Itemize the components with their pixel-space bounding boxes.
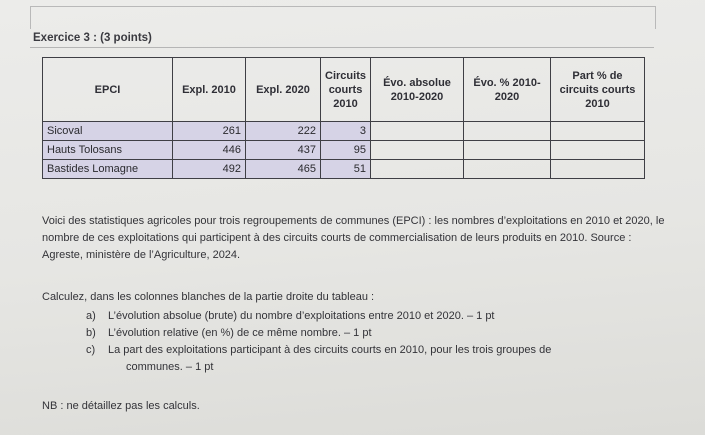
exercise-title: Exercice 3 : (3 points): [33, 32, 152, 44]
note-text: NB : ne détaillez pas les calculs.: [42, 400, 200, 412]
cell-epci: Hauts Tolosans: [43, 141, 173, 160]
answer-cell-evo-absolue[interactable]: [371, 141, 464, 160]
title-divider: [30, 47, 654, 48]
item-text: La part des exploitations participant à des circuits courts en 2010, pour les trois groupes de: [108, 344, 552, 356]
table-header-row: [43, 58, 645, 122]
intro-paragraph: Voici des statistiques agricoles pour trois regroupements de communes (EPCI) : les nombres d’exploitations en 2010 et 2020, le nombre de ces exploitations qui participent à des circuits courts de commercialisation de leurs produits en 2010. Source : Agreste, ministère de l’Agriculture, 2024.: [42, 215, 665, 261]
header-epci: EPCI: [43, 58, 173, 122]
header-expl-2020: Expl. 2020: [246, 58, 321, 122]
cell-circuits: 95: [321, 141, 371, 160]
table-row: [43, 122, 645, 141]
question-list: [86, 308, 666, 376]
table-row: [43, 141, 645, 160]
answer-cell-part-circuits[interactable]: [551, 141, 645, 160]
item-continuation: communes. – 1 pt: [126, 361, 214, 373]
cell-epci: Sicoval: [43, 122, 173, 141]
cell-epci: Bastides Lomagne: [43, 160, 173, 179]
previous-exercise-box: [30, 6, 656, 29]
cell-expl-2020: 465: [246, 160, 321, 179]
instruction-text: Calculez, dans les colonnes blanches de la partie droite du tableau :: [42, 291, 375, 303]
cell-expl-2010: 492: [173, 160, 246, 179]
header-expl-2010: Expl. 2010: [173, 58, 246, 122]
cell-expl-2020: 222: [246, 122, 321, 141]
cell-expl-2010: 261: [173, 122, 246, 141]
cell-circuits: 3: [321, 122, 371, 141]
header-circuits-courts: Circuits courts 2010: [321, 58, 371, 122]
list-item: [86, 308, 666, 325]
item-label: b): [86, 327, 96, 339]
statistics-table: [42, 57, 645, 179]
list-item: [86, 325, 666, 342]
answer-cell-evo-percent[interactable]: [464, 160, 551, 179]
header-part-circuits: Part % de circuits courts 2010: [551, 58, 645, 122]
cell-expl-2010: 446: [173, 141, 246, 160]
item-text: L’évolution absolue (brute) du nombre d’exploitations entre 2010 et 2020. – 1 pt: [108, 310, 495, 322]
answer-cell-part-circuits[interactable]: [551, 160, 645, 179]
header-evo-absolue: Évo. absolue 2010-2020: [371, 58, 464, 122]
table-row: [43, 160, 645, 179]
answer-cell-part-circuits[interactable]: [551, 122, 645, 141]
header-evo-percent: Évo. % 2010-2020: [464, 58, 551, 122]
answer-cell-evo-absolue[interactable]: [371, 160, 464, 179]
item-label: c): [86, 344, 96, 356]
answer-cell-evo-absolue[interactable]: [371, 122, 464, 141]
item-label: a): [86, 310, 96, 322]
cell-expl-2020: 437: [246, 141, 321, 160]
answer-cell-evo-percent[interactable]: [464, 122, 551, 141]
item-text: L’évolution relative (en %) de ce même nombre. – 1 pt: [108, 327, 372, 339]
cell-circuits: 51: [321, 160, 371, 179]
answer-cell-evo-percent[interactable]: [464, 141, 551, 160]
list-item: [86, 342, 666, 359]
